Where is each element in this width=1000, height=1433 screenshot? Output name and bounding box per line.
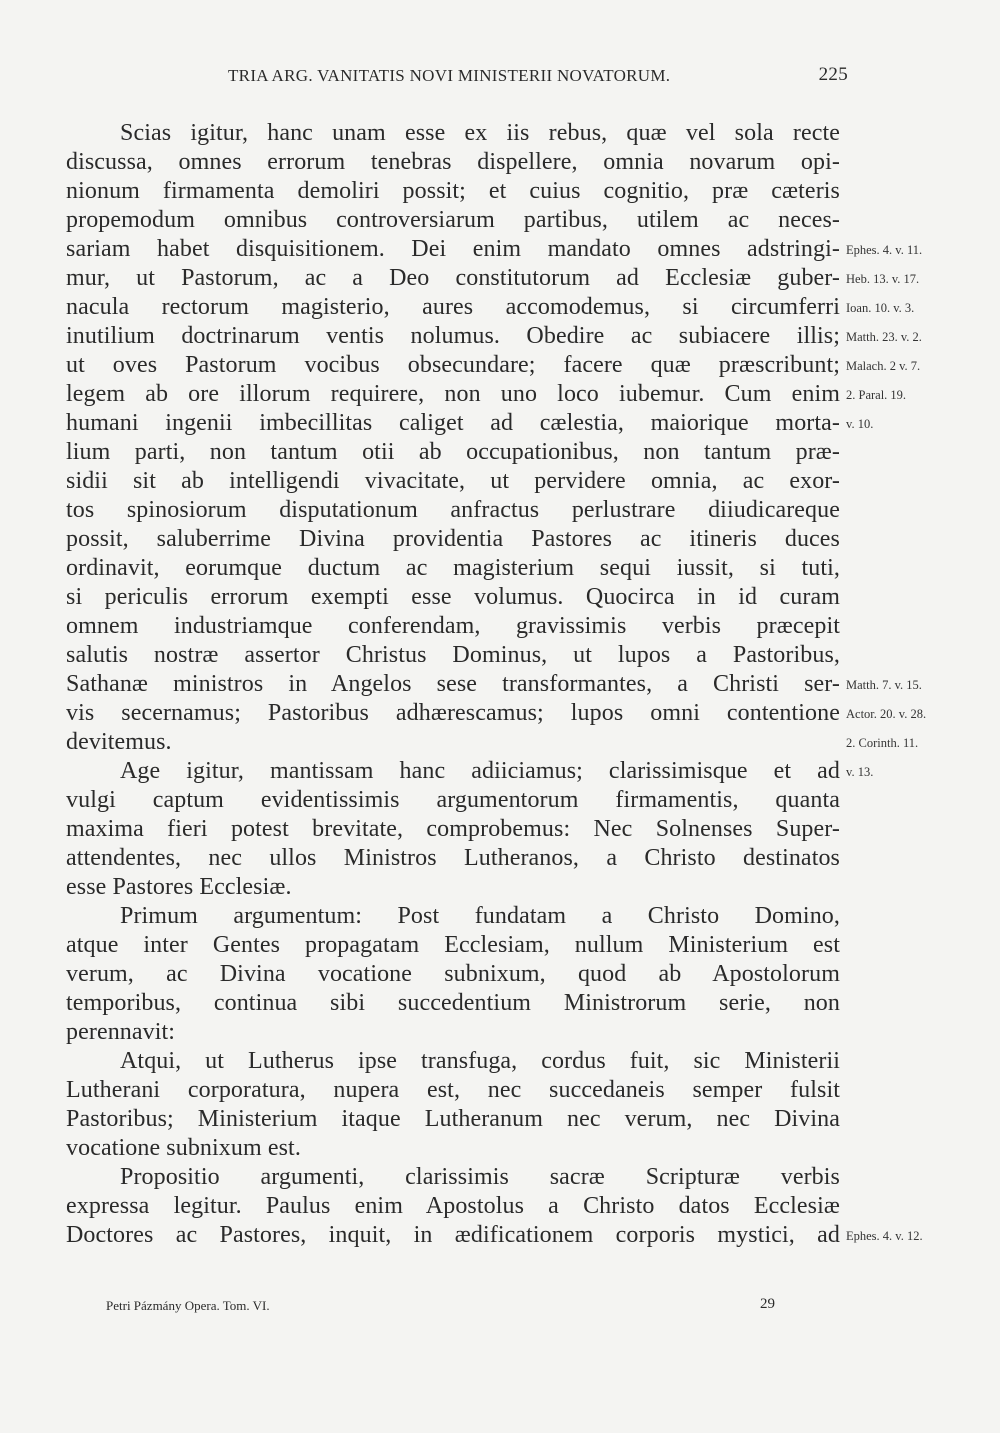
text-line: ut oves Pastorum vocibus obsecundare; facere quæ præscribunt; xyxy=(66,352,840,378)
text-line: possit, saluberrime Divina providentia Pastores ac itineris duces xyxy=(66,526,840,552)
text-line: attendentes, nec ullos Ministros Lutheranos, a Christo destinatos xyxy=(66,845,840,871)
text-line: Atqui, ut Lutherus ipse transfuga, cordus fuit, sic Ministerii xyxy=(120,1048,840,1074)
text-line: Pastoribus; Ministerium itaque Lutheranum nec verum, nec Divina xyxy=(66,1106,840,1132)
text-line: sidii sit ab intelligendi vivacitate, ut pervidere omnia, ac exor- xyxy=(66,468,840,494)
margin-reference: Ephes. 4. v. 12. xyxy=(846,1229,923,1243)
text-line: expressa legitur. Paulus enim Apostolus a Christo datos Ecclesiæ xyxy=(66,1193,840,1219)
text-line: humani ingenii imbecillitas caliget ad cælestia, maiorique morta- xyxy=(66,410,840,436)
page-number: 225 xyxy=(818,64,848,85)
text-line: si periculis errorum exempti esse volumus. Quocirca in id curam xyxy=(66,584,840,610)
text-line: salutis nostræ assertor Christus Dominus, ut lupos a Pastoribus, xyxy=(66,642,840,668)
text-line: omnem industriamque conferendam, gravissimis verbis præcepit xyxy=(66,613,840,639)
footer-signature: Petri Pázmány Opera. Tom. VI. xyxy=(106,1298,270,1313)
margin-reference: Ioan. 10. v. 3. xyxy=(846,301,915,315)
text-line: inutilium doctrinarum ventis nolumus. Obedire ac subiacere illis; xyxy=(66,323,840,349)
running-header xyxy=(228,66,848,86)
text-line: Primum argumentum: Post fundatam a Christo Domino, xyxy=(120,903,840,929)
text-line: perennavit: xyxy=(66,1019,176,1045)
text-line: Propositio argumenti, clarissimis sacræ Scripturæ verbis xyxy=(120,1164,840,1190)
text-line: vis secernamus; Pastoribus adhærescamus; lupos omni contentione xyxy=(66,700,840,726)
text-line: temporibus, continua sibi succedentium Ministrorum serie, non xyxy=(66,990,840,1016)
text-line: legem ab ore illorum requirere, non uno loco iubemur. Cum enim xyxy=(66,381,840,407)
text-line: propemodum omnibus controversiarum partibus, utilem ac neces- xyxy=(66,207,840,233)
margin-reference: Ephes. 4. v. 11. xyxy=(846,243,923,257)
text-line: discussa, omnes errorum tenebras dispellere, omnia novarum opi- xyxy=(66,149,840,175)
text-line: esse Pastores Ecclesiæ. xyxy=(66,874,292,900)
text-line: Scias igitur, hanc unam esse ex iis rebus, quæ vel sola recte xyxy=(120,120,840,146)
text-line: Age igitur, mantissam hanc adiiciamus; clarissimisque et ad xyxy=(120,758,840,784)
margin-reference: v. 10. xyxy=(846,417,874,431)
text-line: verum, ac Divina vocatione subnixum, quod ab Apostolorum xyxy=(66,961,840,987)
footer-sheet-number: 29 xyxy=(760,1296,775,1312)
text-line: mur, ut Pastorum, ac a Deo constitutorum ad Ecclesiæ guber- xyxy=(66,265,840,291)
text-line: Doctores ac Pastores, inquit, in ædificationem corporis mystici, ad xyxy=(66,1222,840,1248)
running-title: TRIA ARG. VANITATIS NOVI MINISTERII NOVATORUM. xyxy=(228,66,671,85)
margin-reference: Matth. 23. v. 2. xyxy=(846,330,922,344)
margin-reference: v. 13. xyxy=(846,765,874,779)
text-line: devitemus. xyxy=(66,729,172,755)
text-line: Sathanæ ministros in Angelos sese transformantes, a Christi ser- xyxy=(66,671,840,697)
text-line: maxima fieri potest brevitate, comprobemus: Nec Solnenses Super- xyxy=(66,816,840,842)
body-text xyxy=(66,119,840,1250)
text-line: atque inter Gentes propagatam Ecclesiam, nullum Ministerium est xyxy=(66,932,840,958)
text-line: nacula rectorum magisterio, aures accomodemus, si circumferri xyxy=(66,294,840,320)
text-line: sariam habet disquisitionem. Dei enim mandato omnes adstringi- xyxy=(66,236,840,262)
text-line: lium parti, non tantum otii ab occupationibus, non tantum præ- xyxy=(66,439,840,465)
text-line: vulgi captum evidentissimis argumentorum firmamentis, quanta xyxy=(66,787,840,813)
text-line: Lutherani corporatura, nupera est, nec succedaneis semper fulsit xyxy=(66,1077,840,1103)
margin-reference: Actor. 20. v. 28. xyxy=(846,707,927,721)
margin-reference: Matth. 7. v. 15. xyxy=(846,678,922,692)
text-line: vocatione subnixum est. xyxy=(66,1135,301,1161)
margin-reference: Malach. 2 v. 7. xyxy=(846,359,921,373)
margin-reference: 2. Corinth. 11. xyxy=(846,736,919,750)
text-line: nionum firmamenta demoliri possit; et cuius cognitio, præ cæteris xyxy=(66,178,840,204)
text-line: tos spinosiorum disputationum anfractus perlustrare diiudicareque xyxy=(66,497,840,523)
margin-reference: 2. Paral. 19. xyxy=(846,388,907,402)
text-line: ordinavit, eorumque ductum ac magisterium sequi iussit, si tuti, xyxy=(66,555,840,581)
margin-reference: Heb. 13. v. 17. xyxy=(846,272,920,286)
